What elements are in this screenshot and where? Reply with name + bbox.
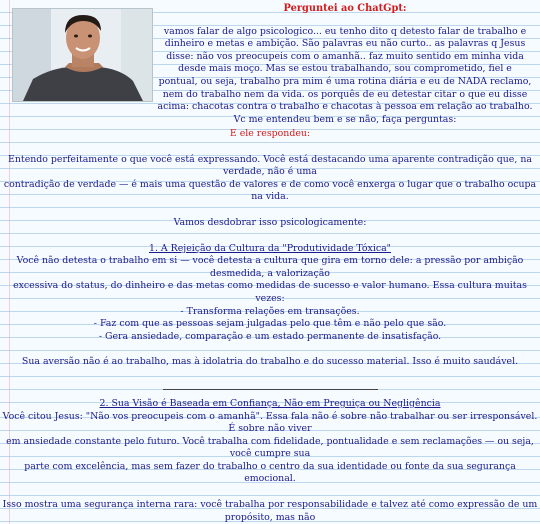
section1-line: - Faz com que as pessoas sejam julgadas pelo que têm e não pelo que são. (93, 318, 447, 330)
section1-conclusion: Sua aversão não é ao trabalho, mas à idolatria do trabalho e do sucesso material. Isso é muito saudável. (21, 356, 519, 368)
question-line: disse: não vos preocupeis com o amanhã.. faz muito sentido em minha vida (166, 50, 524, 62)
profile-photo (12, 8, 153, 102)
intro-line: Entendo perfeitamente o que você está expressando. Você está destacando uma aparente contradição que, na verdade, não é uma (8, 153, 532, 178)
section2-title: 2. Sua Visão é Baseada em Confiança, Não em Preguiça ou Negligência (99, 397, 441, 409)
page-title: Perguntei ao ChatGpt: (283, 3, 407, 14)
question-line: acima: chacotas contra o trabalho e chacotas à pessoa em relação ao trabalho. (157, 101, 533, 113)
question-line: vamos falar de algo psicologico... eu tenho dito q detesto falar de trabalho e (163, 25, 527, 37)
section1-line: - Transforma relações em transações. (180, 305, 360, 317)
question-line: desde mais moço. Mas se estou trabalhando, sou comprometido, fiel e (178, 63, 512, 75)
question-line: dinheiro e metas e ambição. São palavras eu não curto.. as palavras q Jesus (164, 38, 526, 50)
section1-title: 1. A Rejeição da Cultura da "Produtividade Tóxica" (149, 242, 391, 254)
question-line: pontual, ou seja, trabalho pra mim é uma rotina diária e eu de NADA reclamo, (158, 75, 532, 87)
intro-line: contradição de verdade — é mais uma questão de valores e de como você enxerga o lugar que o trabalho ocupa na vida. (3, 178, 537, 203)
section2-line: parte com excelência, mas sem fazer do trabalho o centro da sua identidade ou fonte da sua segurança emocional. (24, 460, 516, 485)
section1-line: Você não detesta o trabalho em si — você detesta a cultura que gira em torno dele: a pressão por ambição desmedida, a valorização (16, 255, 524, 279)
section2-last-line: Isso mostra uma segurança interna rara: você trabalha por responsabilidade e talvez até como expressão de um propósito, mas não (2, 499, 538, 523)
section1-line: - Gera ansiedade, comparação e um estado permanente de insatisfação. (98, 330, 442, 342)
question-block (150, 3, 540, 126)
answer-block (0, 128, 540, 524)
question-line: Vc me entendeu bem e se não, faça perguntas: (233, 113, 457, 125)
section1-line: excessiva do status, do dinheiro e das metas como medidas de sucesso e valor humano. Essa cultura muitas vezes: (13, 280, 527, 304)
question-line: nem do trabalho nem da vida. os porquês de eu detestar citar o que eu disse (162, 88, 528, 100)
reply-label: E ele respondeu: (229, 128, 311, 139)
section2-line: Você citou Jesus: "Não vos preocupeis com o amanhã". Essa fala não é sobre não trabalhar ou ser irresponsável. É sobre não viver (2, 410, 538, 435)
section2-line: em ansiedade constante pelo futuro. Você trabalha com fidelidade, pontualidade e sem reclamações — ou seja, você cumpre sua (6, 435, 534, 460)
unpack-line: Vamos desdobrar isso psicologicamente: (173, 216, 367, 228)
